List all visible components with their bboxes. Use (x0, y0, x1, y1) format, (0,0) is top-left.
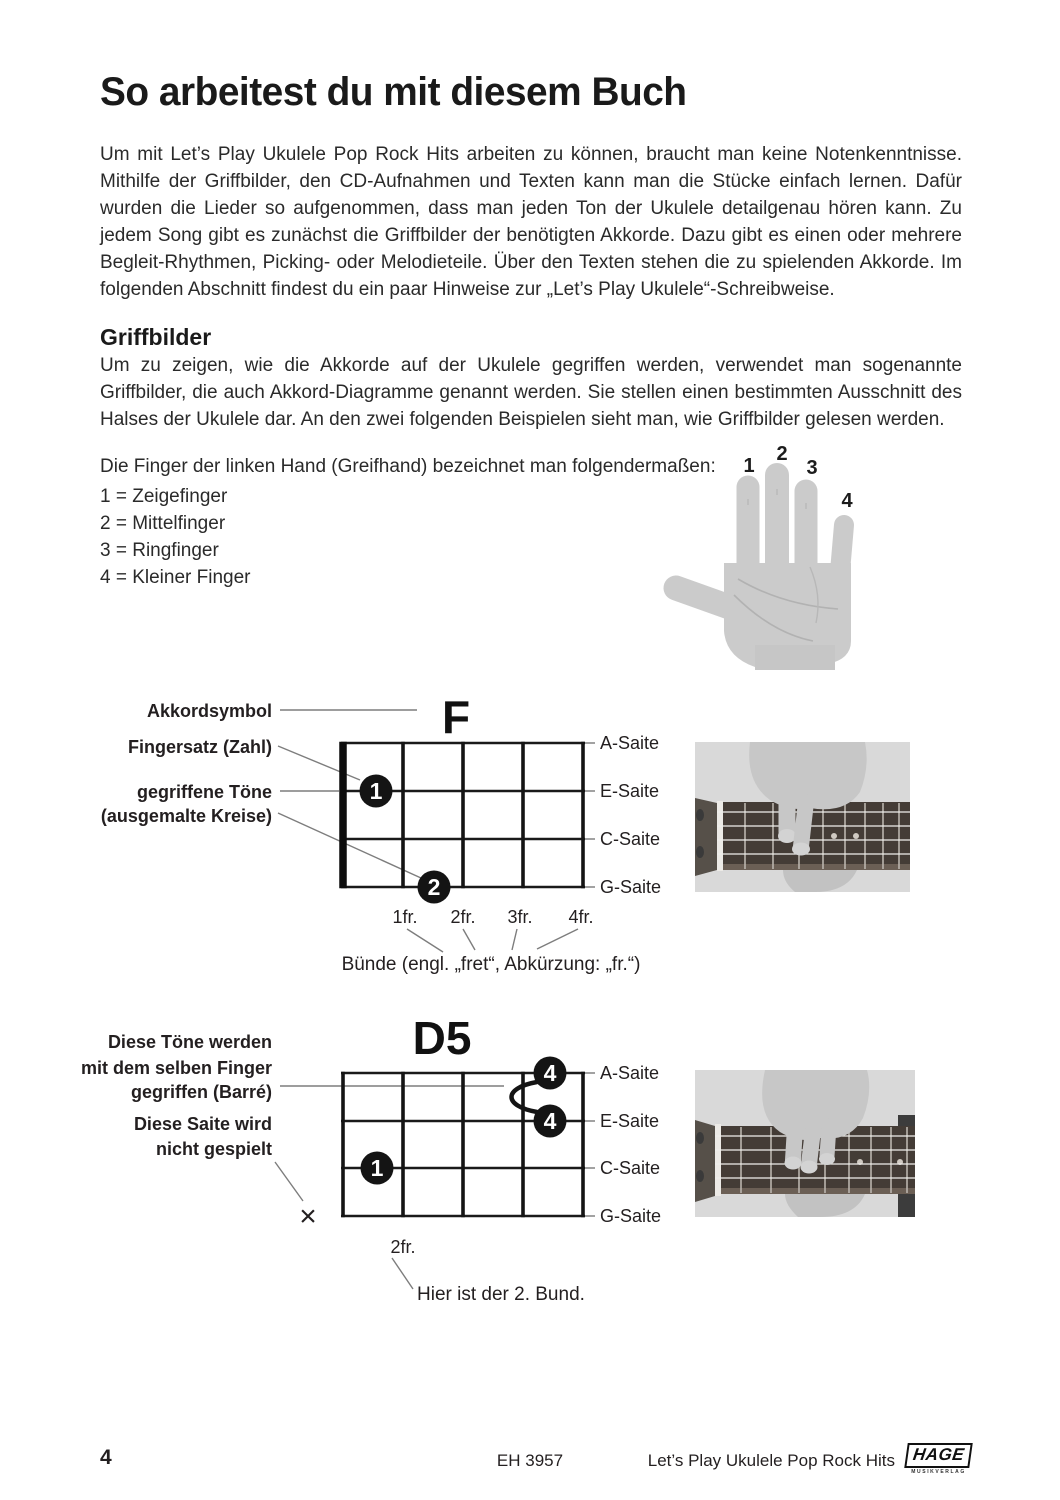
fretboard-grid (341, 742, 585, 888)
string-label: A-Saite (600, 1063, 660, 1083)
photo-d5-chord-hand (695, 1070, 915, 1217)
finger-list (100, 483, 251, 591)
svg-text:1: 1 (369, 778, 383, 804)
svg-text:4: 4 (543, 1060, 557, 1086)
hand-number-1: 1 (743, 455, 755, 477)
chord-diagram-f (100, 688, 680, 983)
hage-logo-subtitle: MUSIKVERLAG (911, 1469, 966, 1475)
hand-number-2: 2 (776, 443, 788, 465)
hand-number-3: 3 (806, 457, 818, 479)
label-muted-2: nicht gespielt (155, 1139, 272, 1159)
finger-dot (534, 1057, 567, 1090)
hand-number-4: 4 (841, 490, 853, 512)
pointer-line (275, 1162, 303, 1201)
finger-list-item: 2 = Mittelfinger (100, 513, 226, 534)
label-fingersatz: Fingersatz (Zahl) (127, 737, 272, 757)
string-label: C-Saite (600, 829, 661, 849)
finger-dot (360, 775, 393, 808)
label-barre-2: mit dem selben Finger (80, 1058, 272, 1078)
string-label: A-Saite (600, 733, 660, 753)
fret-label: 2fr. (450, 907, 476, 927)
finger-dot (361, 1152, 394, 1185)
page-number: 4 (100, 1446, 112, 1469)
label-gegriffene-1: gegriffene Töne (136, 782, 272, 802)
chord-symbol-f: F (441, 691, 471, 743)
pointer-line (278, 813, 421, 878)
griffbilder-paragraph: Um zu zeigen, wie die Akkorde auf der Ukulele gegriffen werden, verwendet man sogenannte Griffbilder, die auch Akkord-Diagramme genannt werden. Sie stellen einen bestimmten Ausschnitt des Halses der Ukulele dar. An den zwei folgenden Beispielen sieht man, wie Griffbilder gelesen werden. (100, 355, 962, 430)
svg-text:1: 1 (370, 1155, 384, 1181)
edition-number: EH 3957 (496, 1451, 564, 1470)
label-barre-3: gegriffen (Barré) (130, 1082, 272, 1102)
hage-publisher-logo (906, 1443, 971, 1475)
string-label: E-Saite (600, 1111, 660, 1131)
label-muted-1: Diese Saite wird (133, 1114, 272, 1134)
finger-list-item: 3 = Ringfinger (100, 540, 219, 561)
pointer-line (278, 746, 360, 780)
string-label: G-Saite (600, 877, 662, 897)
label-gegriffene-2: (ausgemalte Kreise) (100, 806, 272, 826)
fingers-intro: Die Finger der linken Hand (Greifhand) bezeichnet man folgendermaßen: (100, 456, 716, 477)
string-label: C-Saite (600, 1158, 661, 1178)
chord-diagram-d5 (80, 1008, 680, 1308)
finger-dot (534, 1105, 567, 1138)
muted-string-x-icon: × (299, 1200, 317, 1233)
hand-shape (676, 475, 851, 670)
hand-photo-illustration (660, 445, 885, 670)
finger-list-item: 4 = Kleiner Finger (100, 567, 251, 588)
string-label: G-Saite (600, 1206, 662, 1226)
finger-list-item: 1 = Zeigefinger (100, 486, 228, 507)
hage-logo-box: HAGE (904, 1443, 973, 1468)
fret-label: 3fr. (507, 907, 533, 927)
chord-symbol-d5: D5 (412, 1012, 472, 1064)
fret-label: 1fr. (392, 907, 418, 927)
fret-caption: Bünde (engl. „fret“, Abkürzung: „fr.“) (341, 954, 641, 975)
string-labels (585, 733, 661, 897)
string-labels (585, 1063, 661, 1226)
fretboard-grid (341, 1072, 585, 1217)
label-barre-1: Diese Töne werden (107, 1032, 272, 1052)
label-akkordsymbol: Akkordsymbol (146, 701, 272, 721)
finger-dot (418, 871, 451, 904)
svg-text:2: 2 (427, 874, 441, 900)
footer-book-title: Let’s Play Ukulele Pop Rock Hits (647, 1451, 895, 1470)
string-label: E-Saite (600, 781, 660, 801)
fret-label: 4fr. (568, 907, 594, 927)
svg-text:4: 4 (543, 1108, 557, 1134)
page-title: So arbeitest du mit diesem Buch (100, 70, 687, 114)
intro-paragraph: Um mit Let’s Play Ukulele Pop Rock Hits arbeiten zu können, braucht man keine Notenkenntnisse. Mithilfe der Griffbilder, den CD-Aufnahmen und Texten kann man die Stücke einfach lernen. Dafür wurden die Lieder so aufgenommen, dass man jeden Ton der Ukulele detailgenau hören kann. Zu jedem Song gibt es zunächst die Griffbilder der benötigten Akkorde. Dazu gibt es einen oder mehrere Begleit-Rhythmen, Picking- oder Melodieteile. Über den Texten stehen die zu spielenden Akkorde. Im folgenden Abschnitt findest du ein paar Hinweise zur „Let’s Play Ukulele“-Schreibweise. (100, 144, 962, 300)
fret-label: 2fr. (390, 1237, 416, 1257)
photo-f-chord-hand (695, 742, 910, 892)
fret-labels (392, 907, 593, 952)
fret-caption: Hier ist der 2. Bund. (417, 1284, 585, 1305)
pointer-line (392, 1258, 413, 1289)
griffbilder-heading: Griffbilder (100, 324, 212, 350)
